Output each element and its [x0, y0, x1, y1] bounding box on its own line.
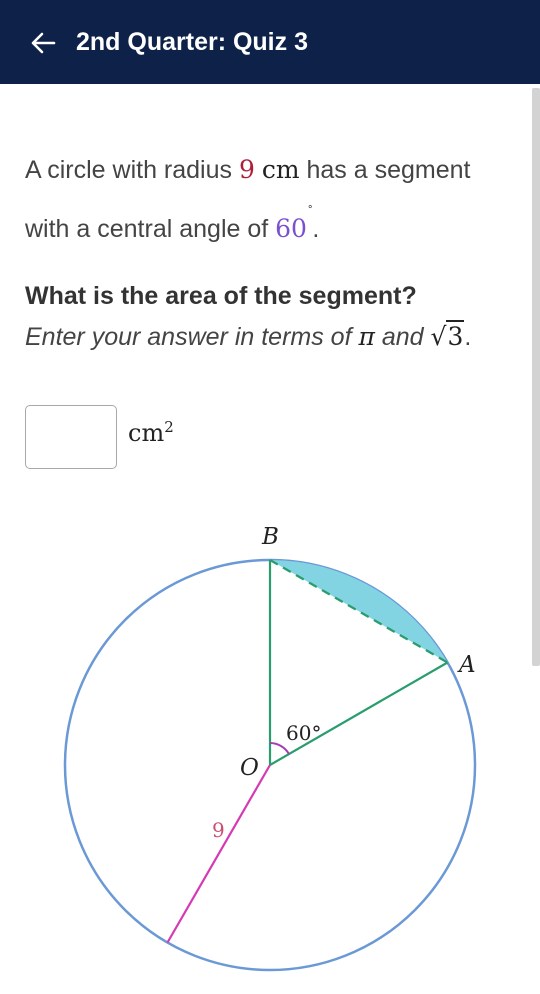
problem-text-2: has a segment with a central angle of [25, 156, 471, 243]
radius-value: 9 [238, 155, 255, 184]
answer-input[interactable] [25, 405, 117, 469]
problem-text-3: . [312, 215, 320, 243]
label-a: A [459, 652, 476, 678]
label-b: B [262, 524, 279, 550]
answer-unit [128, 418, 174, 447]
degree-symbol: ° [307, 204, 313, 216]
radius-unit: cm [261, 155, 300, 184]
angle-label: 60° [286, 721, 322, 745]
app-header [0, 0, 540, 84]
angle-value: 60 [275, 214, 307, 243]
circle-diagram [0, 500, 540, 994]
instruction-end: . [464, 323, 472, 351]
problem-text-1: A circle with radius [25, 156, 239, 184]
radius-label: 9 [212, 818, 225, 842]
radius-line [168, 765, 271, 943]
unit-exponent: 2 [164, 418, 174, 436]
pi-symbol: π [358, 322, 375, 351]
back-button[interactable] [26, 26, 60, 60]
question-instruction [25, 322, 471, 352]
radius-oa [270, 663, 448, 766]
problem-statement [25, 150, 515, 249]
arrow-left-icon [26, 26, 60, 60]
instruction-and: and [374, 323, 431, 351]
page-title: 2nd Quarter: Quiz 3 [76, 28, 308, 56]
unit-text: cm [128, 419, 165, 447]
question-title: What is the area of the segment? [25, 282, 417, 310]
label-o: O [240, 755, 259, 781]
sqrt-expression: √3 [430, 322, 464, 351]
sqrt-radicand: 3 [447, 322, 464, 351]
instruction-text: Enter your answer in terms of [25, 323, 359, 351]
